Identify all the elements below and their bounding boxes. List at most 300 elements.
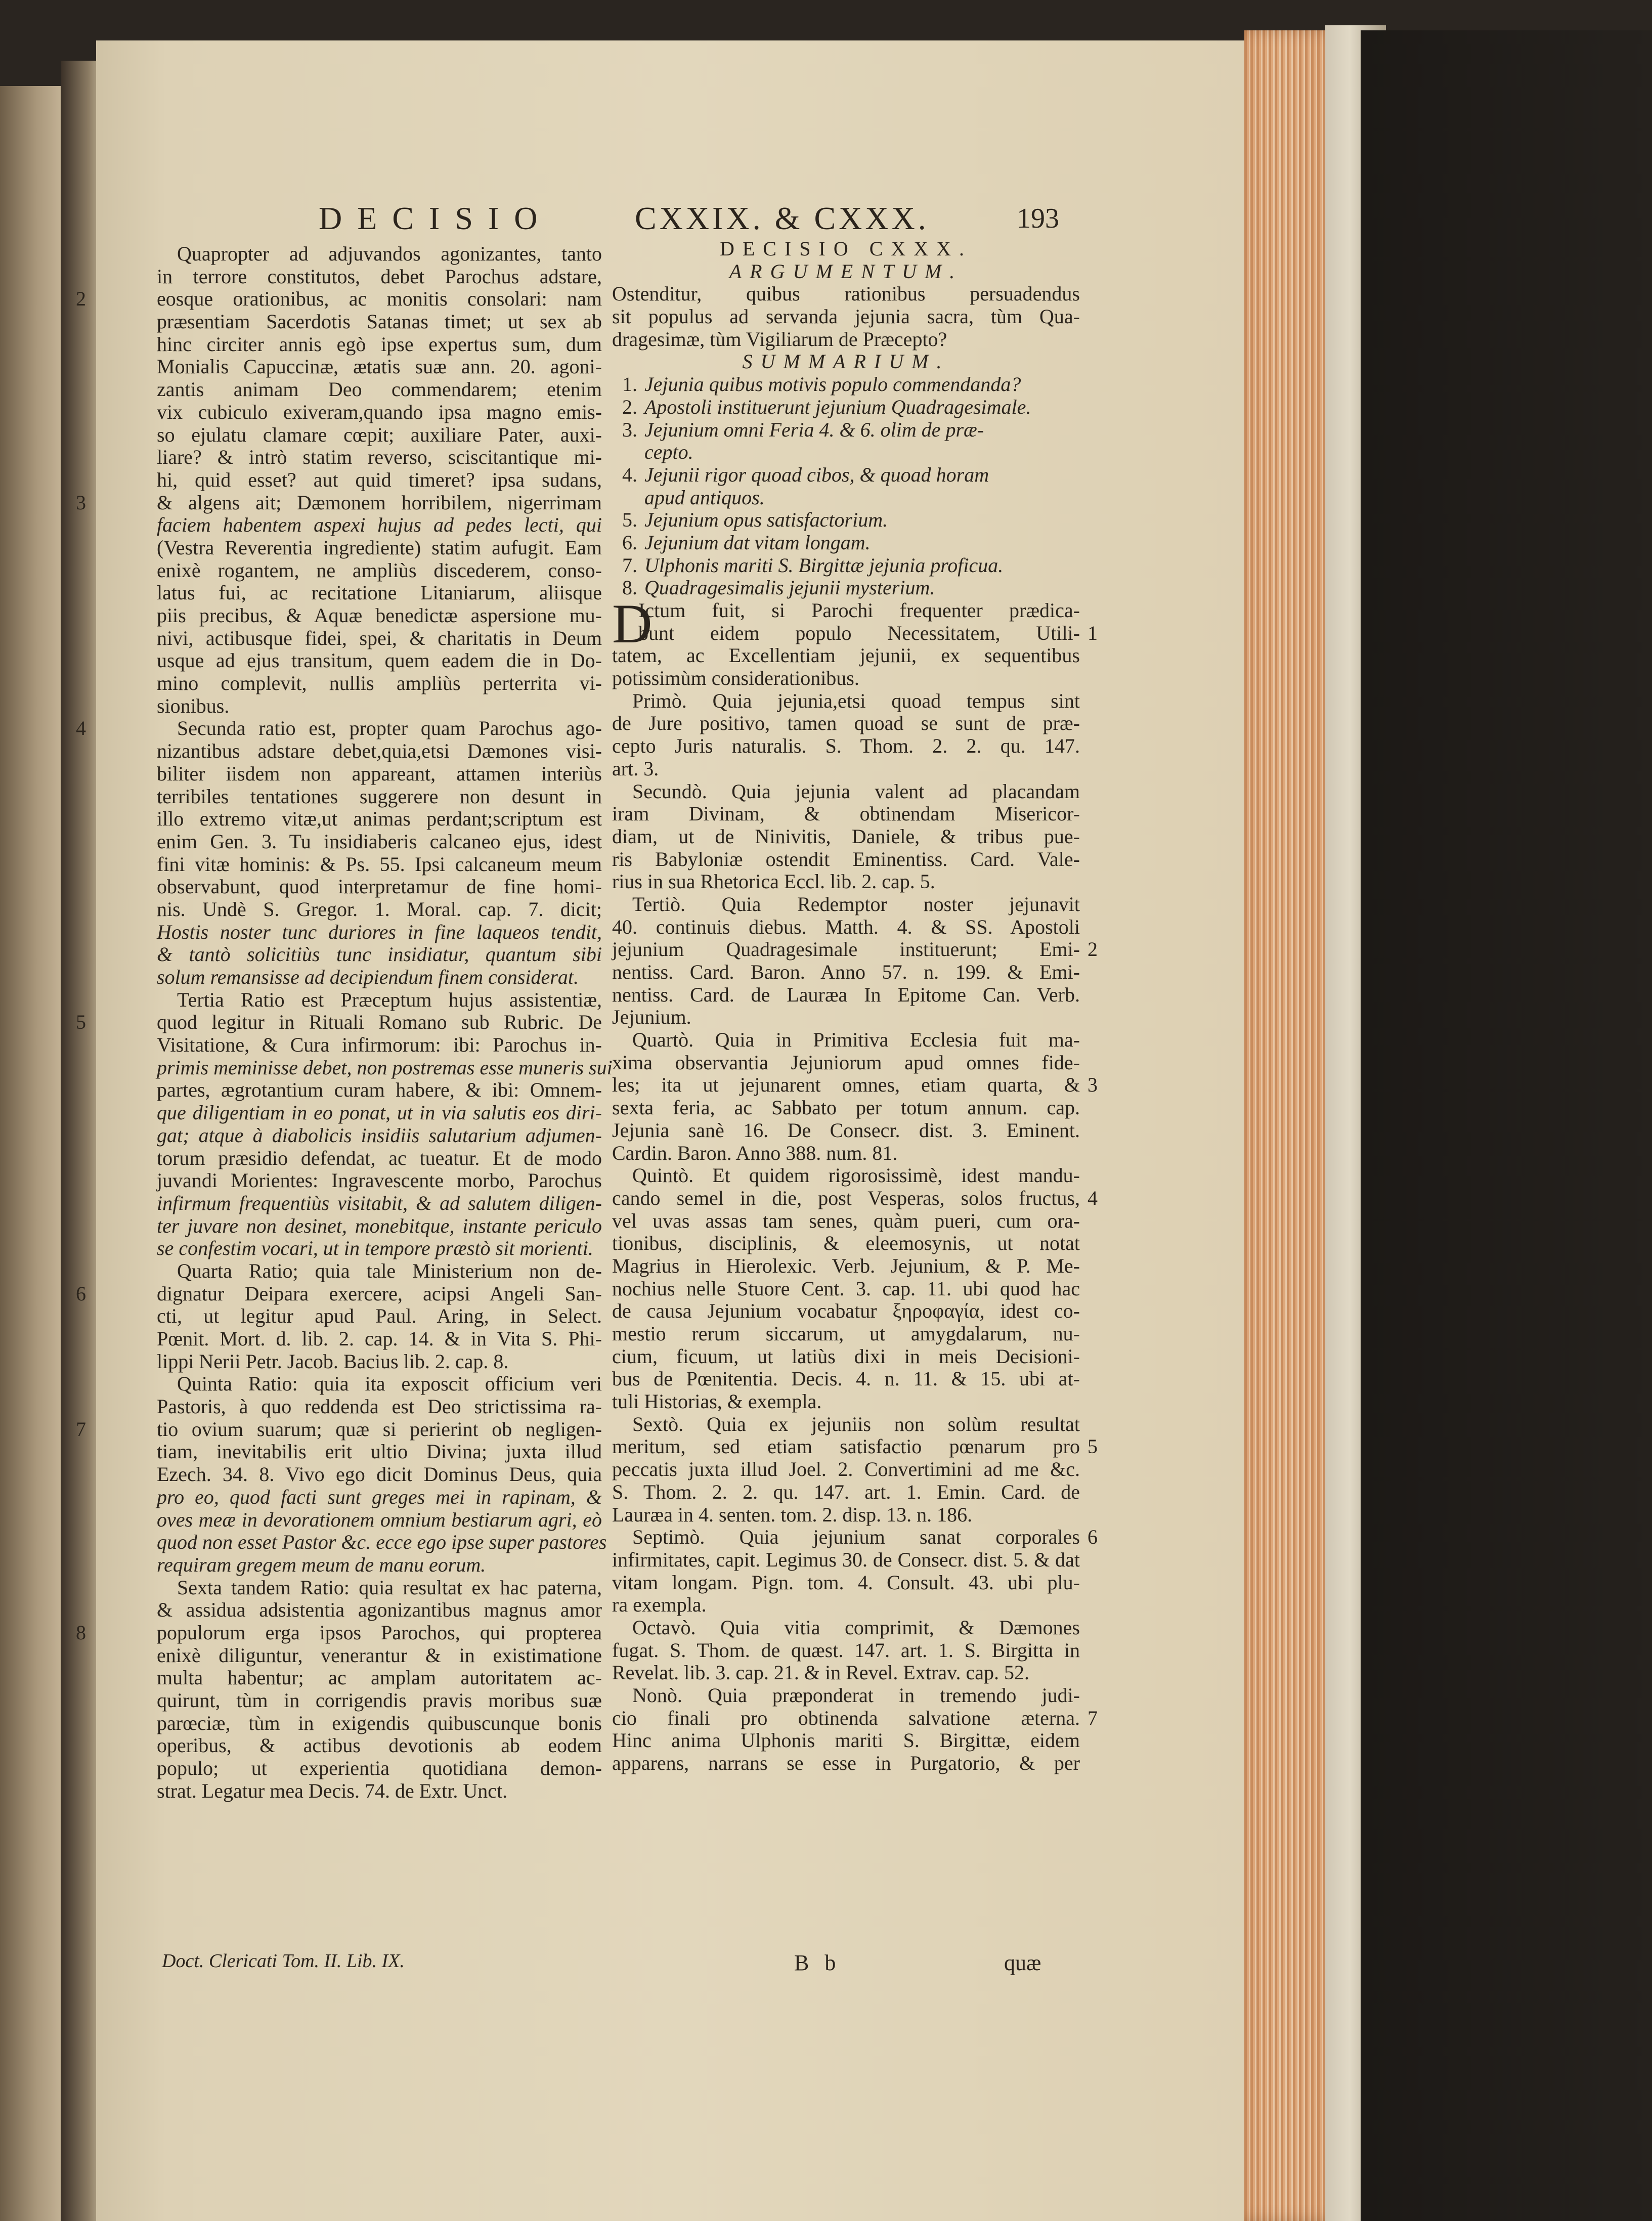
line-text: cti, ut legitur apud Paul. Aring, in Select. (157, 1304, 602, 1328)
line-text: latus fui, ac recitatione Litaniarum, aliisque (157, 581, 602, 604)
line-text: jejunium Quadragesimale instituerunt; Emi- (612, 938, 1080, 961)
line-text: & assidua adsistentia agonizantibus magnus amor (157, 1598, 602, 1622)
text-line (157, 1667, 602, 1689)
summary-number: 5. (622, 508, 637, 532)
text-line (157, 401, 602, 424)
line-text: diam, ut de Ninivitis, Daniele, & tribus pue- (612, 824, 1080, 848)
summary-item (612, 509, 1080, 532)
line-text: Primò. Quia jejunia,etsi quoad tempus sint (632, 689, 1080, 712)
text-line (157, 243, 602, 266)
text-line (157, 1102, 602, 1124)
line-text: 40. continuis diebus. Matth. 4. & SS. Apostoli (612, 915, 1080, 938)
summary-text: Apostoli instituerunt jejunium Quadragesimale. (644, 395, 1031, 418)
text-line (612, 667, 1080, 690)
text-line (157, 356, 602, 378)
margin-number: 4 (76, 717, 86, 740)
line-text: Jejunium. (612, 1006, 691, 1029)
line-text: fugat. S. Thom. de quæst. 147. art. 1. S. Birgitta in (612, 1638, 1080, 1662)
text-line (612, 803, 1080, 825)
text-line (612, 1413, 1080, 1436)
line-text: torum præsidio defendat, ac tueatur. Et de modo (157, 1146, 602, 1169)
text-line (157, 1509, 602, 1532)
line-text: quirunt, tùm in corrigendis pravis moribus suæ (157, 1689, 602, 1712)
summary-number: 1. (622, 373, 637, 396)
line-text: vix cubiculo exiveram,quando ipsa magno emis- (157, 400, 602, 423)
text-line (612, 1164, 1080, 1187)
line-text: dignatur Deipara exercere, acipsi Angeli San- (157, 1282, 602, 1305)
line-text: nochius nelle Stuore Cent. 3. cap. 11. ubi quod hac (612, 1277, 1080, 1300)
line-text: ra exempla. (612, 1593, 707, 1617)
line-text: enixè diliguntur, venerantur & in existimatione (157, 1643, 602, 1667)
line-text: & algens ait; Dæmonem horribilem, nigerrimam (157, 491, 602, 514)
text-line (157, 1734, 602, 1757)
text-line (612, 1006, 1080, 1029)
text-line (157, 740, 602, 763)
summary-text: Jejunii rigor quoad cibos, & quoad horam (644, 463, 989, 486)
line-text: tio ovium suarum; quæ si perierint ob negligen- (157, 1417, 602, 1441)
line-text: mino complevit, nullis ampliùs perterrita vi- (157, 672, 602, 695)
line-text: ter juvare non desinet, monebitque, instante periculo (157, 1214, 602, 1237)
line-text: infirmum frequentiùs visitabit, & ad salutem diligen- (157, 1191, 602, 1214)
summary-number: 3. (622, 418, 637, 441)
summary-text: Jejunium omni Feria 4. & 6. olim de præ- (644, 418, 984, 441)
text-line (157, 559, 602, 582)
text-line (612, 870, 1080, 893)
line-text: sexta feria, ac Sabbato per totum annum. cap. (612, 1096, 1080, 1119)
line-text: Septimò. Quia jejunium sanat corporales (632, 1526, 1080, 1549)
line-text: parœciæ, tùm in exigendis quibuscunque bonis (157, 1711, 602, 1734)
text-line (157, 1328, 602, 1351)
text-line (157, 1486, 602, 1509)
line-text: Octavò. Quia vitia comprimit, & Dæmones (632, 1616, 1080, 1639)
text-line (157, 1644, 602, 1667)
line-text: pro eo, quod facti sunt greges mei in rapinam, & (157, 1485, 602, 1508)
line-text: que diligentiam in eo ponat, ut in via salutis eos diri- (157, 1101, 602, 1124)
text-line (157, 1757, 602, 1780)
text-line (612, 621, 1098, 645)
margin-number: 3 (76, 491, 86, 514)
text-line (76, 491, 602, 514)
text-line (157, 1463, 602, 1486)
summary-item (612, 464, 1080, 487)
line-text: populo; ut experientia quotidiana demon- (157, 1757, 602, 1780)
summary-text: apud antiquos. (644, 486, 765, 509)
page-number: 193 (1017, 203, 1059, 234)
text-line (612, 1210, 1080, 1233)
line-text: Pastoris, à quo reddenda est Deo strictissima ra- (157, 1395, 602, 1418)
text-line (612, 1594, 1080, 1617)
line-text: Ezech. 34. 8. Vivo ego dicit Dominus Deus, quia (157, 1463, 602, 1486)
text-line (157, 1215, 602, 1238)
line-text: apparens, narrans se esse in Purgatorio, & per (612, 1752, 1080, 1775)
text-line (157, 943, 602, 966)
text-line (612, 1073, 1098, 1097)
line-text: Sexta tandem Ratio: quia resultat ex hac paterna, (177, 1576, 602, 1599)
text-line (157, 424, 602, 447)
text-line (76, 1282, 602, 1305)
line-text: Tertiò. Quia Redemptor noster jejunavit (632, 892, 1080, 916)
text-line (157, 1554, 602, 1577)
line-text: cando semel in die, post Vesperas, solos fructus, (612, 1186, 1080, 1209)
text-line (612, 1345, 1080, 1368)
text-line (157, 582, 602, 604)
facing-page-edge (0, 86, 66, 2221)
line-text: nivi, actibusque fidei, spei, & charitatis in Deum (157, 626, 602, 649)
argumentum-line: dragesimæ, tùm Vigiliarum de Præcepto? (612, 327, 947, 351)
running-header-left: DECISIO (319, 200, 553, 236)
line-text: præsentiam Sacerdotis Satanas timet; ut sex ab (157, 310, 602, 333)
right-text-column (612, 237, 1098, 1775)
text-line (612, 1458, 1080, 1481)
text-line (612, 961, 1080, 984)
line-text: vel uvas assas tam senes, quàm pueri, cum ora- (612, 1209, 1080, 1232)
line-text: se confestim vocari, ut in tempore præstò sit morienti. (157, 1237, 593, 1260)
text-line (157, 537, 602, 559)
line-text: art. 3. (612, 757, 659, 780)
line-text: partes, ægrotantium curam habere, & ibi: Omnem- (157, 1078, 602, 1102)
text-line (612, 893, 1080, 916)
line-text: cio finali pro obtinenda salvatione æterna. (612, 1706, 1080, 1729)
summary-text: Quadragesimalis jejunii mysterium. (644, 576, 935, 599)
text-line (157, 989, 602, 1012)
line-text: tiam, inevitabilis erit ultio Divina; juxta illud (157, 1440, 602, 1463)
text-line (76, 1417, 602, 1441)
text-line (612, 1052, 1080, 1074)
line-text: terribiles tentationes suggerere non desunt in (157, 785, 602, 808)
line-text: mestio rerum siccarum, ut amygdalarum, nu- (612, 1322, 1080, 1345)
line-text: juvandi Morientes: Ingravescente morbo, Parochus (157, 1169, 602, 1192)
text-line (157, 627, 602, 650)
line-text: Monialis Capuccinæ, ætatis suæ ann. 20. agoni- (157, 355, 602, 378)
text-line (76, 287, 602, 311)
line-text: vitam longam. Pign. tom. 4. Consult. 43. ubi plu- (612, 1571, 1080, 1594)
text-line (157, 514, 602, 537)
text-line (612, 984, 1080, 1007)
line-text: cepto Juris naturalis. S. Thom. 2. 2. qu. 147. (612, 734, 1080, 758)
left-text-column (76, 242, 613, 1802)
line-text: meritum, sed etiam satisfactio pœnarum pro (612, 1435, 1080, 1458)
text-line (612, 780, 1080, 803)
text-line (157, 1441, 602, 1463)
text-line (157, 1034, 602, 1057)
line-text: bunt eidem populo Necessitatem, Utili- (638, 621, 1080, 644)
line-text: Magrius in Hierolexic. Verb. Jejunium, & P. Me- (612, 1254, 1080, 1277)
text-line (612, 916, 1080, 939)
line-text: (Vestra Reverentia ingrediente) statim aufugit. Eam (157, 536, 602, 559)
line-text: Pœnit. Mort. d. lib. 2. cap. 14. & in Vita S. Phi- (157, 1327, 602, 1350)
line-text: hi, quid esset? aut quid timeret? ipsa sudans, (157, 468, 602, 491)
line-text: peccatis juxta illud Joel. 2. Convertimini ad me &c. (612, 1458, 1080, 1481)
text-line (612, 712, 1080, 735)
summary-item (612, 487, 1080, 509)
line-text: piis precibus, & Aquæ benedictæ aspersione mu- (157, 604, 602, 627)
summary-text: cepto. (644, 441, 693, 464)
margin-number: 5 (1088, 1435, 1098, 1458)
summary-item (612, 577, 1080, 599)
text-line (612, 938, 1098, 961)
text-line (612, 1300, 1080, 1323)
summary-item (612, 419, 1080, 442)
summary-item (612, 441, 1080, 464)
line-text: observabunt, quod interpretamur de fine homi- (157, 875, 602, 898)
text-line (157, 1079, 602, 1102)
text-line (157, 1599, 602, 1622)
text-line (612, 758, 1080, 780)
text-line (157, 333, 602, 356)
margin-number: 7 (76, 1417, 86, 1441)
line-text: enixè rogantem, ne ampliùs discederem, conso- (157, 558, 602, 582)
text-line (157, 1260, 602, 1283)
text-line (612, 1504, 1080, 1527)
line-text: sionibus. (157, 694, 230, 717)
line-text: tionibus, disciplinis, & eleemosynis, ut notat (612, 1232, 1080, 1255)
line-text: & tantò solicitiùs tunc insidiatur, quantum sibi (157, 943, 602, 966)
summary-number: 6. (622, 531, 637, 554)
text-line (157, 649, 602, 672)
summarium-title: SUMMARIUM. (742, 350, 950, 373)
line-text: de causa Jejunium vocabatur ξηροφαγία, idest co- (612, 1299, 1080, 1323)
decisio-body (612, 593, 1098, 1775)
text-line (612, 1526, 1098, 1549)
summary-number: 4. (622, 463, 637, 486)
text-line (157, 1531, 607, 1554)
text-line (157, 1192, 602, 1215)
summary-text: Ulphonis mariti S. Birgittæ jejunia proficua. (644, 553, 1004, 577)
line-text: Hinc anima Ulphonis mariti S. Birgittæ, eidem (612, 1729, 1080, 1752)
line-text: quod non esset Pastor &c. ecce ego ipse super pastores (157, 1531, 607, 1554)
text-line (157, 1373, 602, 1396)
text-line (157, 1056, 613, 1079)
text-line (157, 966, 602, 989)
footer-note: Doct. Clericati Tom. II. Lib. IX. (162, 1950, 405, 1972)
line-text: tatem, ac Excellentiam jejunii, ex sequentibus (612, 644, 1080, 667)
line-text: fini vitæ hominis: & Ps. 55. Ipsi calcaneum meum (157, 852, 602, 876)
summary-item (612, 373, 1080, 396)
margin-number: 3 (1088, 1073, 1098, 1097)
background-surface (1361, 30, 1652, 2221)
margin-number: 7 (1088, 1706, 1098, 1729)
text-line (612, 1549, 1080, 1572)
line-text: Quinta Ratio: quia ita exposcit officium veri (177, 1372, 602, 1396)
margin-number: 1 (1088, 621, 1098, 644)
text-line (612, 1097, 1080, 1119)
line-text: Nonò. Quia præponderat in tremendo judi- (632, 1684, 1080, 1707)
text-line (157, 763, 602, 786)
line-text: iram Divinam, & obtinendam Misericor- (612, 802, 1080, 825)
text-line (612, 1323, 1080, 1345)
text-line (612, 735, 1080, 758)
text-line (157, 311, 602, 333)
catchword: quæ (1004, 1950, 1041, 1975)
text-line (612, 690, 1080, 713)
argumentum-line: sit populus ad servanda jejunia sacra, tùm Qua- (612, 305, 1080, 328)
text-line (612, 1232, 1080, 1255)
line-text: strat. Legatur mea Decis. 74. de Extr. Unct. (157, 1779, 508, 1802)
text-line (612, 1706, 1098, 1730)
text-line (157, 378, 602, 401)
line-text: usque ad ejus transitum, quem eadem die in Do- (157, 649, 602, 672)
text-line (612, 1368, 1080, 1390)
text-line (157, 672, 602, 695)
text-line (612, 1752, 1080, 1775)
text-line (612, 1278, 1080, 1300)
line-text: liare? & intrò statim reverso, sciscitantique mi- (157, 446, 602, 469)
text-line (612, 848, 1080, 871)
text-line (612, 644, 1080, 667)
line-text: xima observantia Jejuniorum apud omnes fide- (612, 1051, 1080, 1074)
text-line (157, 898, 602, 921)
line-text: in terrore constitutos, debet Parochus adstare, (157, 265, 602, 288)
argumentum-title: ARGUMENTUM. (729, 259, 963, 283)
line-text: bus de Pœnitentia. Decis. 4. n. 11. & 15. ubi at- (612, 1367, 1080, 1390)
line-text: les; ita ut jejunarent omnes, etiam quarta, & (612, 1073, 1080, 1097)
line-text: de Jure positivo, tamen quoad se sunt de præ- (612, 712, 1080, 735)
text-line (157, 695, 602, 718)
summary-number: 2. (622, 395, 637, 418)
line-text: Quintò. Et quidem rigorosissimè, idest mandu- (632, 1164, 1080, 1187)
text-line (612, 1390, 1080, 1413)
line-text: nis. Undè S. Gregor. 1. Moral. cap. 7. dicit; (157, 897, 602, 921)
text-line (612, 1435, 1098, 1458)
line-text: lippi Nerii Petr. Jacob. Bacius lib. 2. cap. 8. (157, 1349, 509, 1373)
margin-number: 2 (1088, 938, 1098, 961)
line-text: cium, ficuum, ut latiùs dixi in meis Decisioni- (612, 1344, 1080, 1368)
line-text: multa habentur; ac amplam autoritatem ac- (157, 1666, 602, 1689)
line-text: quod legitur in Rituali Romano sub Rubric. De (157, 1011, 602, 1034)
line-text: solum remansisse ad decipiendum finem considerat. (157, 966, 579, 988)
line-text: Quartò. Quia in Primitiva Ecclesia fuit ma- (632, 1028, 1080, 1052)
line-text: Ictum fuit, si Parochi frequenter prædica- (638, 599, 1080, 622)
text-line (157, 266, 602, 288)
margin-number: 2 (76, 287, 86, 311)
line-text: Secundò. Quia jejunia valent ad placandam (632, 779, 1080, 803)
text-line (612, 1255, 1080, 1278)
line-text: Quapropter ad adjuvandos agonizantes, tanto (177, 242, 602, 265)
summary-text: Jejunia quibus motivis populo commendanda? (644, 373, 1021, 396)
text-line (612, 1684, 1080, 1707)
line-text: Hostis noster tunc duriores in fine laqueos tendit, (157, 920, 602, 943)
line-text: rius in sua Rhetorica Eccl. lib. 2. cap. 5. (612, 870, 935, 893)
line-text: nizantibus adstare debet,quia,etsi Dæmones visi- (157, 739, 602, 763)
text-line (157, 831, 602, 853)
line-text: operibus, & actibus devotionis ab eodem (157, 1734, 602, 1757)
text-line (76, 717, 602, 740)
drop-capital: D (612, 593, 653, 655)
text-line (157, 1577, 602, 1599)
text-line (612, 1617, 1080, 1639)
text-line (157, 1712, 602, 1735)
text-line (157, 921, 602, 944)
text-line (157, 1169, 602, 1192)
line-text: nentiss. Card. Baron. Anno 57. n. 199. & Emi- (612, 961, 1080, 983)
text-line (76, 1011, 602, 1034)
text-line (612, 1481, 1080, 1504)
margin-number: 6 (76, 1282, 86, 1305)
text-line (157, 808, 602, 831)
line-text: faciem habentem aspexi hujus ad pedes lecti, qui (157, 513, 602, 537)
text-line (612, 1029, 1080, 1052)
summary-number: 7. (622, 553, 637, 577)
text-line (157, 1780, 602, 1803)
line-text: requiram gregem meum de manu eorum. (157, 1553, 486, 1576)
summary-number: 8. (622, 576, 637, 599)
line-text: Lauræa in 4. senten. tom. 2. disp. 13. n. 186. (612, 1503, 973, 1526)
line-text: Cardin. Baron. Anno 388. num. 81. (612, 1141, 898, 1164)
line-text: Sextò. Quia ex jejuniis non solùm resultat (632, 1412, 1080, 1435)
margin-number: 8 (76, 1621, 86, 1644)
text-line (157, 1305, 602, 1328)
summary-text: Jejunium opus satisfactorium. (644, 508, 888, 532)
text-line (157, 469, 602, 492)
text-line (157, 853, 602, 876)
text-line (157, 1396, 602, 1418)
text-line (157, 1351, 602, 1373)
line-text: zantis animam Deo commendarem; etenim (157, 378, 602, 401)
text-line (612, 825, 1080, 848)
line-text: gat; atque à diabolicis insidiis salutarium adjumen- (157, 1123, 602, 1147)
text-line (612, 1186, 1098, 1210)
running-header-right: CXXIX. & CXXX. (635, 200, 929, 236)
line-text: primis meminisse debet, non postremas esse muneris sui (157, 1056, 613, 1079)
text-line (612, 1119, 1080, 1142)
line-text: Revelat. lib. 3. cap. 21. & in Revel. Extrav. cap. 52. (612, 1661, 1029, 1684)
line-text: enim Gen. 3. Tu insidiaberis calcaneo ejus, idest (157, 830, 602, 853)
summary-item (612, 532, 1080, 554)
text-line (157, 1237, 602, 1260)
line-text: nentiss. Card. de Lauræa In Epitome Can. Verb. (612, 983, 1080, 1006)
text-line (157, 1689, 602, 1712)
text-line (612, 1662, 1080, 1684)
text-line (157, 786, 602, 808)
text-line (157, 604, 602, 627)
summary-text: Jejunium dat vitam longam. (644, 531, 871, 554)
line-text: oves meæ in devorationem omnium bestiarum agri, eò (157, 1508, 602, 1531)
signature-mark: B b (794, 1950, 841, 1975)
line-text: S. Thom. 2. 2. qu. 147. art. 1. Emin. Card. de (612, 1480, 1080, 1503)
line-text: Quarta Ratio; quia tale Ministerium non de- (177, 1259, 602, 1282)
line-text: Tertia Ratio est Præceptum hujus assistentiæ, (177, 988, 602, 1011)
text-line (612, 599, 1080, 622)
line-text: populorum erga ipsos Parochos, qui propterea (157, 1621, 602, 1644)
decisio-title: DECISIO CXXX. (719, 237, 973, 260)
line-text: Visitatione, & Cura infirmorum: ibi: Parochus in- (157, 1033, 602, 1057)
line-text: tuli Historias, & exempla. (612, 1390, 822, 1413)
text-line (76, 1621, 602, 1644)
margin-number: 5 (76, 1011, 86, 1034)
line-text: ris Babyloniæ ostendit Eminentiss. Card. Vale- (612, 847, 1080, 870)
text-line (157, 876, 602, 898)
text-line (157, 1124, 602, 1147)
argumentum-line: Ostenditur, quibus rationibus persuadendus (612, 282, 1080, 306)
line-text: Jejunia sanè 16. De Consecr. dist. 3. Eminent. (612, 1118, 1080, 1142)
line-text: potissimùm considerationibus. (612, 667, 859, 690)
line-text: biliter iisdem non appareant, attamen interiùs (157, 762, 602, 785)
text-line (612, 1639, 1080, 1662)
text-line (157, 446, 602, 469)
summary-item (612, 554, 1080, 577)
text-line (612, 1572, 1080, 1594)
margin-number: 4 (1088, 1186, 1098, 1209)
line-text: illo extremo vitæ,ut animas perdant;scriptum est (157, 807, 602, 831)
text-line (612, 1142, 1080, 1165)
line-text: hinc circiter annis egò ipse expertus sum, dum (157, 332, 602, 356)
line-text: infirmitates, capit. Legimus 30. de Consecr. dist. 5. & dat (612, 1548, 1080, 1571)
line-text: Secunda ratio est, propter quam Parochus ago- (177, 717, 602, 740)
text-line (612, 1729, 1080, 1752)
text-line (157, 1147, 602, 1170)
line-text: so ejulatu clamare cœpit; auxiliare Pater, auxi- (157, 423, 602, 446)
line-text: eosque orationibus, ac monitis consolari: nam (157, 287, 602, 311)
